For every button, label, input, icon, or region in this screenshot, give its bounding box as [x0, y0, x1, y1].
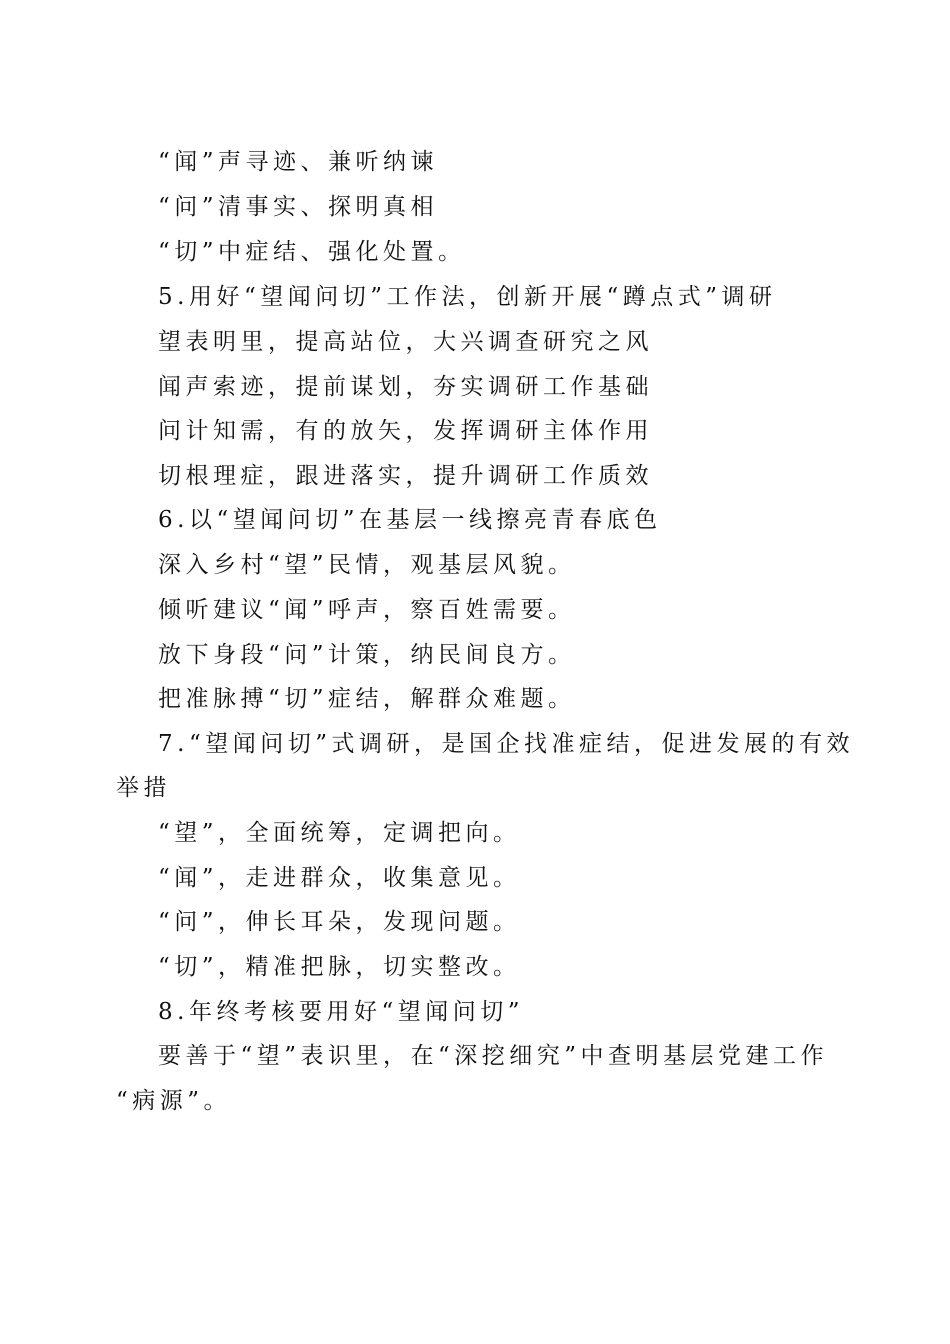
text-line: 倾听建议“闻”呼声，察百姓需要。 — [158, 597, 576, 623]
text-line: “闻”，走进群众，收集意见。 — [158, 865, 521, 891]
text-line: “问”，伸长耳朵，发现问题。 — [158, 909, 521, 935]
text-line: “切”中症结、强化处置。 — [158, 239, 466, 265]
text-line: “问”清事实、探明真相 — [158, 194, 439, 220]
text-line: 放下身段“问”计策，纳民间良方。 — [158, 642, 576, 668]
section-heading: 6.以“望闻问切”在基层一线擦亮青春底色 — [158, 507, 662, 533]
section-heading: 5.用好“望闻问切”工作法，创新开展“蹲点式”调研 — [158, 284, 777, 310]
section-heading: 8.年终考核要用好“望闻问切” — [158, 999, 524, 1025]
text-line: 闻声索迹，提前谋划，夯实调研工作基础 — [158, 374, 653, 400]
text-line: 切根理症，跟进落实，提升调研工作质效 — [158, 463, 653, 489]
text-line: 望表明里，提高站位，大兴调查研究之风 — [158, 329, 653, 355]
text-line: “切”，精准把脉，切实整改。 — [158, 954, 521, 980]
text-line: “病源”。 — [116, 1088, 232, 1114]
text-line: “闻”声寻迹、兼听纳谏 — [158, 149, 439, 175]
section-heading: 7.“望闻问切”式调研，是国企找准症结，促进发展的有效 — [158, 731, 854, 757]
text-line: 举措 — [116, 775, 171, 801]
text-line: 深入乡村“望”民情，观基层风貌。 — [158, 552, 576, 578]
text-line: 把准脉搏“切”症结，解群众难题。 — [158, 686, 576, 712]
text-line: 问计知需，有的放矢，发挥调研主体作用 — [158, 418, 653, 444]
text-line: “望”，全面统筹，定调把向。 — [158, 820, 521, 846]
text-line: 要善于“望”表识里，在“深挖细究”中查明基层党建工作 — [158, 1043, 829, 1069]
